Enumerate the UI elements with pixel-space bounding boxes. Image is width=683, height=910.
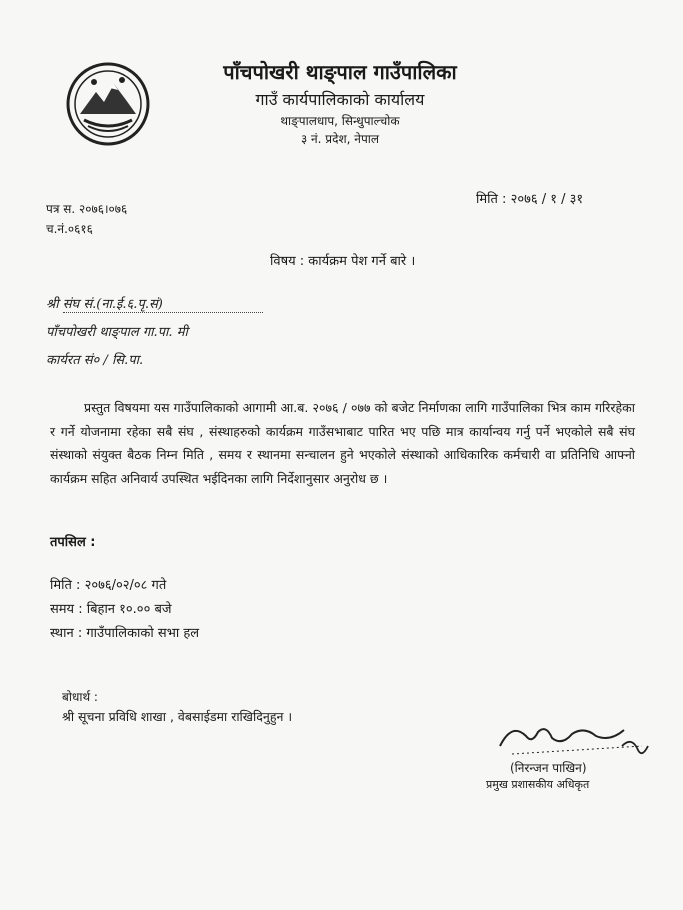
recipient-name: संघ सं.(ना.ई.६.पृ.सं) [63, 294, 263, 313]
fyi-label: बोधार्थ : [62, 690, 98, 704]
municipality-emblem-icon [66, 62, 150, 146]
signature-icon [492, 716, 652, 764]
dispatch-number: च.नं.०६१६ [46, 222, 93, 236]
recipient-line-1 [46, 294, 263, 313]
details-date: मिति : २०७६/०२/०८ गते [50, 578, 167, 593]
office-address-line2: ३ नं. प्रदेश, नेपाल [300, 132, 380, 146]
letter-date: मिति : २०७६ / १ / ३१ [476, 192, 584, 207]
recipient-line-3: कार्यरत सं० / सि.पा. [46, 353, 144, 368]
letter-number: पत्र स. २०७६।०७६ [46, 202, 128, 216]
letter-body: प्रस्तुत विषयमा यस गाउँपालिकाको आगामी आ.ब. २०७६ / ०७७ को बजेट निर्माणका लागि गाउँपालिका भित्र काम गरिरहेका र गर्ने योजनामा रहेका सबै संघ , संस्थाहरुको कार्यक्रम गाउँसभाबाट पारित भए पछि मात्र कार्यान्वय गर्नु पर्ने भएकोले सबै संघ संस्थाको संयुक्त बैठक निम्न मिति , समय र स्थानमा सन्चालन हुने भएकोले संस्थाको आधिकारिक कर्मचारी वा प्रतिनिधि आफ्नो कार्यक्रम सहित अनिवार्य उपस्थित भईदिनका लागि निर्देशानुसार अनुरोध छ । [50, 400, 635, 486]
signatory-name: (निरन्जन पाखिन) [510, 761, 587, 775]
fyi-item: श्री सूचना प्रविधि शाखा , वेबसाईडमा राखिदिनुहुन । [62, 709, 293, 724]
office-title: पाँचपोखरी थाङ्पाल गाउँपालिका [223, 60, 457, 84]
signatory-title: प्रमुख प्रशासकीय अधिकृत [486, 778, 590, 791]
details-time: समय : बिहान १०.०० बजे [50, 602, 172, 617]
details-venue: स्थान : गाउँपालिकाको सभा हल [50, 626, 200, 641]
office-subtitle: गाउँ कार्यपालिकाको कार्यालय [255, 90, 425, 109]
details-heading: तपसिल : [50, 535, 96, 550]
office-address-line1: थाङ्पालधाप, सिन्धुपाल्चोक [280, 114, 400, 128]
recipient-line-2: पाँचपोखरी थाङ्पाल गा.पा. मी [46, 325, 188, 340]
recipient-prefix: श्री [46, 297, 59, 312]
letter-subject: विषय : कार्यक्रम पेश गर्ने बारे । [270, 254, 416, 269]
